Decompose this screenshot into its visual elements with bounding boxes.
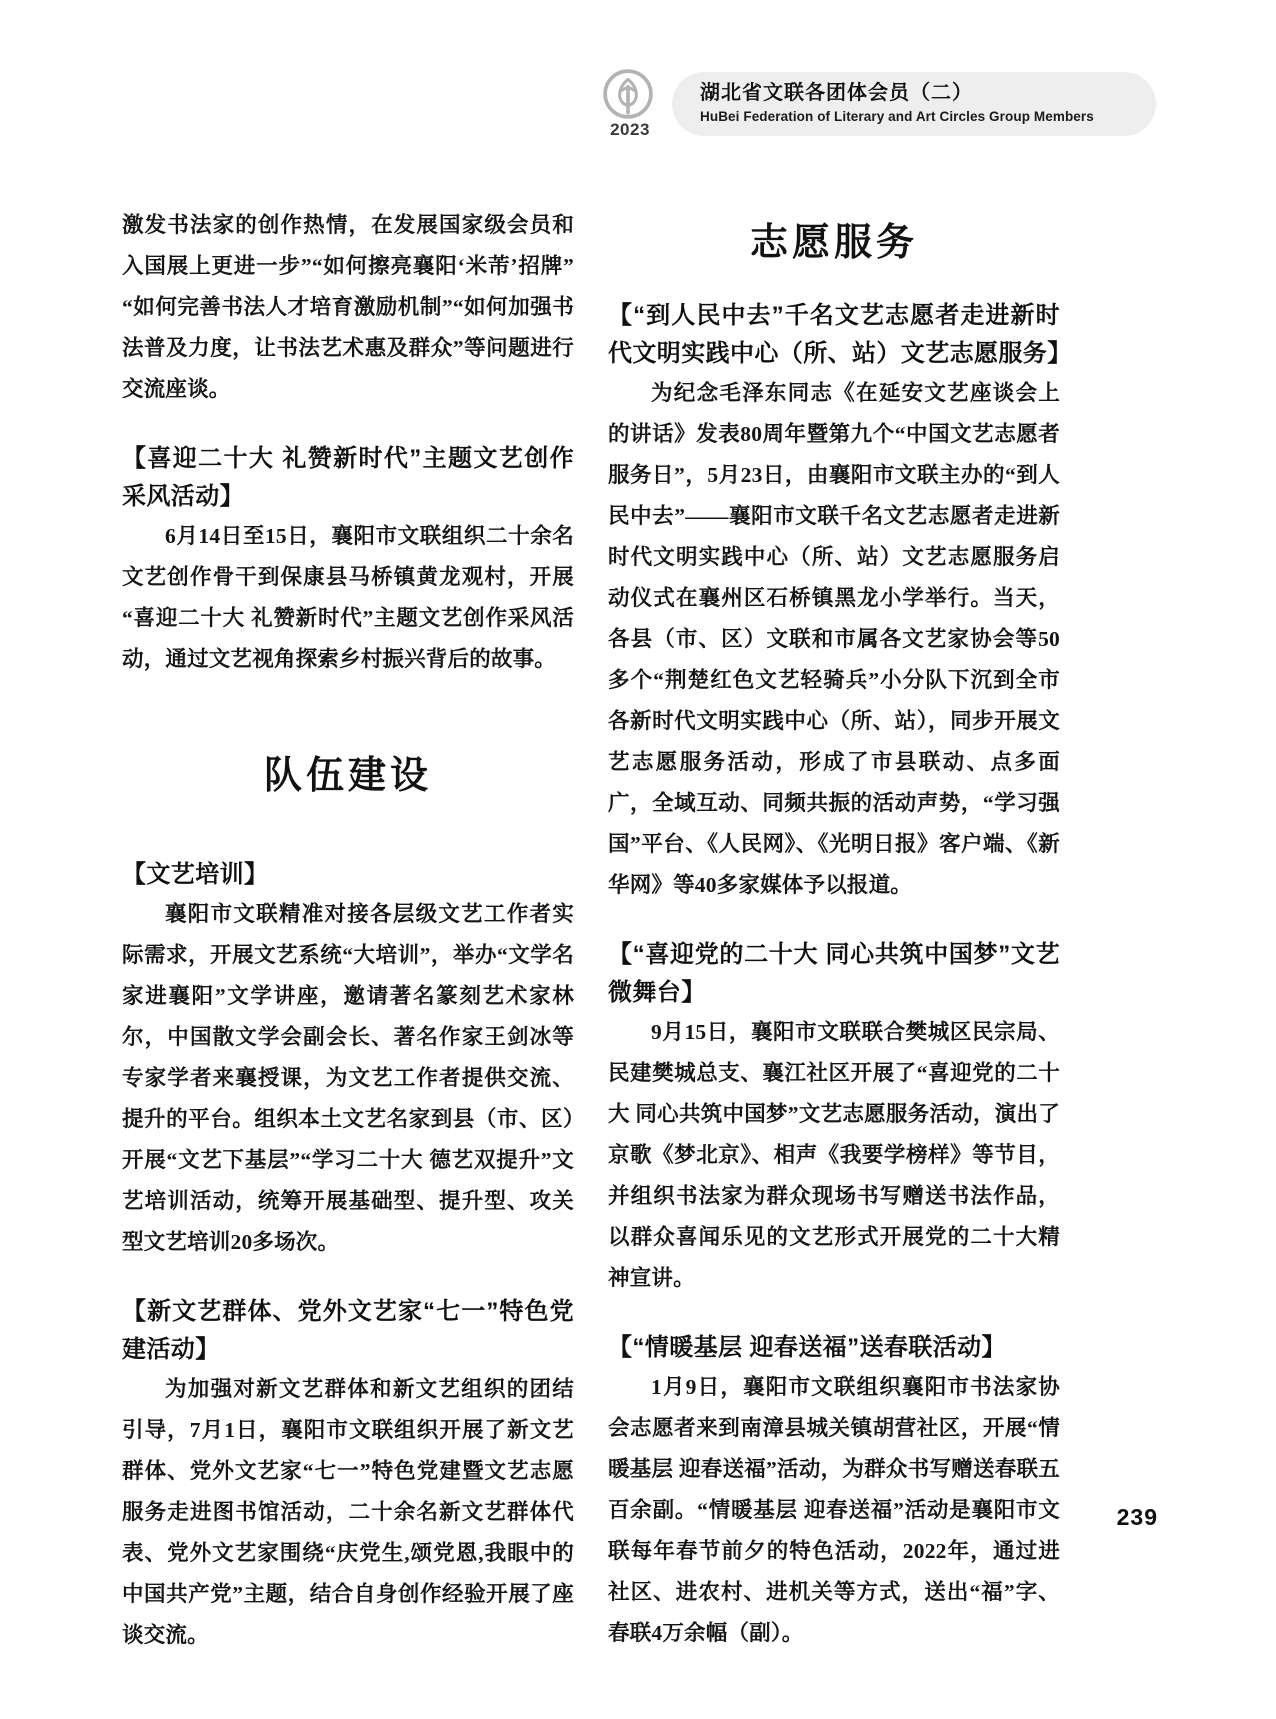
entry-title-micro-stage: 【“喜迎党的二十大 同心共筑中国梦”文艺微舞台】 (608, 940, 1060, 1006)
header-title-band (672, 72, 1156, 137)
page-number: 239 (1116, 1504, 1158, 1530)
spacer (122, 800, 574, 856)
header-title-en: HuBei Federation of Literary and Art Circles Group Members (700, 108, 1094, 124)
section-heading-volunteer-service: 志愿服务 (749, 222, 918, 264)
entry-title-arts-training: 【文艺培训】 (122, 860, 269, 888)
left-column (122, 205, 574, 1656)
continued-paragraph: 激发书法家的创作热情，在发展国家级会员和入国展上更进一步”“如何擦亮襄阳‘米芾’招牌”“如何完善书法人才培育激励机制”“如何加强书法普及力度，让书法艺术惠及群众”等问题进行交流座谈。 (122, 213, 574, 401)
entry-body-micro-stage: 9月15日，襄阳市文联联合樊城区民宗局、民建樊城总支、襄江社区开展了“喜迎党的二十大 同心共筑中国梦”文艺志愿服务活动，演出了京歌《梦北京》、相声《我要学榜样》等节目，并组织书法家为群众现场书写赠送书法作品，以群众喜闻乐见的文艺形式开展党的二十大精神宣讲。 (608, 1019, 1060, 1290)
entry-title-spring-couplets: 【“情暖基层 迎春送福”送春联活动】 (608, 1333, 1006, 1361)
header-title-cn: 湖北省文联各团体会员（二） (700, 81, 973, 104)
hubei-federation-emblem-icon (602, 68, 654, 120)
header-year: 2023 (610, 120, 650, 139)
entry-body-arts-training: 襄阳市文联精准对接各层级文艺工作者实际需求，开展文艺系统“大培训”，举办“文学名家进襄阳”文学讲座，邀请著名篆刻艺术家林尔，中国散文学会副会长、著名作家王剑冰等专家学者来襄授课，为文艺工作者提供交流、提升的平台。组织本土文艺名家到县（市、区）开展“文艺下基层”“学习二十大 德艺双提升”文艺培训活动，统筹开展基础型、提升型、攻关型文艺培训20多场次。 (122, 901, 574, 1254)
spacer (608, 267, 1060, 297)
right-column (608, 205, 1072, 1654)
header-inner (598, 68, 1156, 140)
spacer (122, 410, 574, 440)
spacer (608, 205, 1060, 221)
entry-body-spring-couplets: 1月9日，襄阳市文联组织襄阳市书法家协会志愿者来到南漳县城关镇胡营社区，开展“情暖基层 迎春送福”活动，为群众书写赠送春联五百余副。“情暖基层 迎春送福”活动是襄阳市文联每年春节前夕的特色活动，2022年，通过进社区、进农村、进机关等方式，送出“福”字、春联4万余幅（副）。 (608, 1374, 1060, 1645)
entry-body-party-building: 为加强对新文艺群体和新文艺组织的团结引导，7月1日，襄阳市文联组织开展了新文艺群体、党外文艺家“七一”特色党建暨文艺志愿服务走进图书馆活动，二十余名新文艺群体代表、党外文艺家围绕“庆党生,颂党恩,我眼中的中国共产党”主题，结合自身创作经验开展了座谈交流。 (122, 1376, 574, 1647)
spacer (608, 1299, 1060, 1329)
spacer (122, 1263, 574, 1293)
entry-title-to-the-people: 【“到人民中去”千名文艺志愿者走进新时代文明实践中心（所、站）文艺志愿服务】 (608, 301, 1072, 367)
spacer (608, 906, 1060, 936)
section-heading-team-building: 队伍建设 (263, 755, 432, 797)
spacer (122, 680, 574, 754)
entry-body-creative-tour: 6月14日至15日，襄阳市文联组织二十余名文艺创作骨干到保康县马桥镇黄龙观村，开展“喜迎二十大 礼赞新时代”主题文艺创作采风活动，通过文艺视角探索乡村振兴背后的故事。 (122, 524, 574, 671)
header-logo (598, 68, 662, 140)
entry-title-party-building: 【新文艺群体、党外文艺家“七一”特色党建活动】 (122, 1297, 574, 1363)
page-header (0, 68, 1276, 140)
entry-body-to-the-people: 为纪念毛泽东同志《在延安文艺座谈会上的讲话》发表80周年暨第九个“中国文艺志愿者服务日”，5月23日，由襄阳市文联主办的“到人民中去”——襄阳市文联千名文艺志愿者走进新时代文明实践中心（所、站）文艺志愿服务启动仪式在襄州区石桥镇黑龙小学举行。当天，各县（市、区）文联和市属各文艺家协会等50多个“荆楚红色文艺轻骑兵”小分队下沉到全市各新时代文明实践中心（所、站），同步开展文艺志愿服务活动，形成了市县联动、点多面广，全域互动、同频共振的活动声势，“学习强国”平台、《人民网》、《光明日报》客户端、《新华网》等40多家媒体予以报道。 (608, 380, 1060, 897)
entry-title-creative-tour: 【喜迎二十大 礼赞新时代”主题文艺创作采风活动】 (122, 445, 574, 510)
